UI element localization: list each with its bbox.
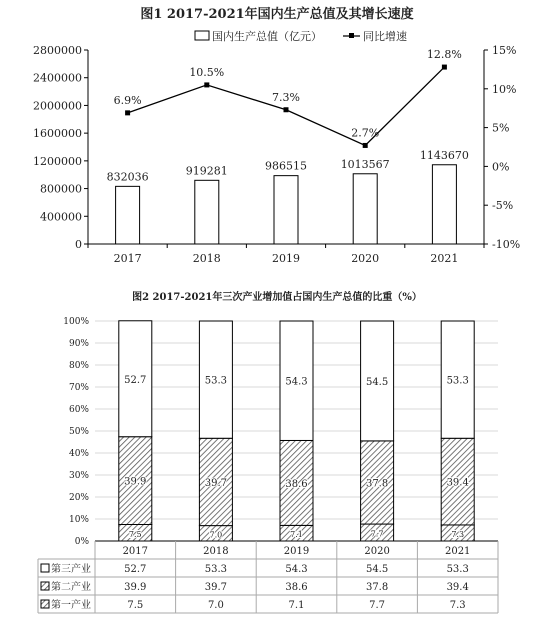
growth-point [363,143,368,148]
table-cell: 7.7 [369,600,386,611]
legend-gdp-label: 国内生产总值（亿元） [212,30,322,43]
industry-segment-label: 7.5 [128,529,142,539]
legend-line-marker [349,33,354,38]
gdp-y-tick-label: 800000 [40,182,82,196]
table-cell: 38.6 [285,582,308,593]
gdp-bar [116,186,140,244]
gdp-y2-tick-label: 5% [492,121,510,135]
gdp-x-tick-label: 2021 [430,252,459,265]
gdp-bar [195,180,219,244]
gdp-bars [116,165,457,244]
growth-point-label: 6.9% [113,93,142,107]
industry-segment-label: 7.1 [290,530,303,540]
industry-y-tick-label: 90% [68,339,89,349]
industry-segment-label: 53.3 [446,375,469,387]
gdp-x-tick-label: 2019 [272,252,300,265]
industry-segment-label: 39.7 [204,477,228,489]
gdp-y2-tick-label: 15% [492,44,517,57]
gdp-bar-label: 986515 [265,159,307,173]
industry-share-chart [38,290,498,613]
industry-segment-label: 7.3 [451,529,465,539]
gdp-x-tick-label: 2020 [351,252,380,265]
gdp-y2-tick-label: -10% [492,238,521,251]
gdp-bar-label: 1013567 [340,157,390,171]
gdp-x-tick-label: 2017 [113,252,142,265]
industry-y-tick-label: 10% [68,515,89,525]
industry-segment-label: 52.7 [124,374,147,386]
industry-y-tick-label: 80% [68,361,89,371]
gdp-chart-legend [195,29,407,43]
industry-y-tick-label: 60% [68,405,89,415]
industry-x-tick-label: 2019 [283,546,310,557]
growth-point-label: 10.5% [189,65,225,79]
gdp-y-tick-label: 1200000 [33,154,82,168]
table-cell: 7.3 [449,600,466,611]
table-cell: 39.4 [446,582,469,593]
table-cell: 39.9 [124,582,147,593]
industry-y-tick-label: 20% [68,493,89,503]
gdp-right-axis-ticks [484,44,520,251]
table-cell: 54.5 [365,564,389,575]
growth-line [114,48,462,148]
gdp-bar-label: 919281 [185,164,228,178]
industry-segment-label: 7.0 [209,530,223,540]
gdp-y-tick-label: 2800000 [33,44,82,57]
industry-chart-title: 图2 2017-2021年三次产业增加值占国内生产总值的比重（%） [132,292,422,303]
gdp-y-tick-label: 2000000 [33,99,82,113]
table-cell: 39.7 [204,582,228,593]
growth-point [442,65,447,70]
gdp-bar [353,174,377,244]
growth-point-label: 12.8% [426,48,462,62]
table-cell: 54.3 [285,564,308,575]
growth-point [284,107,289,112]
industry-data-table [38,541,498,613]
growth-point [204,82,209,87]
industry-x-tick-label: 2017 [122,546,149,557]
table-series-label: 第二产业 [51,582,91,593]
industry-segment-label: 39.9 [124,476,147,488]
industry-segment-label: 7.7 [370,529,384,539]
table-cell: 53.3 [204,564,228,575]
table-legend-swatch [41,564,49,572]
gdp-x-axis-ticks [88,244,484,265]
gdp-y-tick-label: 400000 [40,210,82,224]
table-cell: 7.0 [207,600,224,611]
legend-bar-swatch [195,31,209,40]
gdp-bar-label: 832036 [106,170,149,184]
gdp-y2-tick-label: -5% [492,199,514,213]
table-cell: 7.5 [127,600,144,611]
gdp-y2-tick-label: 10% [492,82,517,96]
gdp-x-tick-label: 2018 [192,252,221,265]
industry-segment-label: 54.5 [365,376,389,388]
growth-line-path [128,67,445,145]
gdp-y2-tick-label: 0% [492,160,510,174]
industry-x-tick-label: 2018 [203,546,229,557]
industry-y-tick-label: 30% [68,471,89,481]
gdp-y-tick-label: 2400000 [33,71,82,85]
table-cell: 37.8 [365,582,389,593]
gdp-y-tick-label: 1600000 [33,127,82,141]
industry-y-tick-label: 70% [68,383,89,393]
industry-segment-label: 38.6 [285,478,308,490]
industry-y-tick-label: 100% [63,317,89,327]
gdp-bar [432,165,456,244]
industry-segment-label: 54.3 [285,376,308,388]
table-series-label: 第三产业 [51,564,91,575]
industry-y-tick-label: 0% [74,537,89,547]
table-series-label: 第一产业 [51,600,91,611]
industry-y-tick-label: 40% [68,449,89,459]
table-cell: 7.1 [288,600,305,611]
industry-x-tick-label: 2020 [364,546,390,557]
growth-point [125,110,130,115]
gdp-chart [33,6,520,265]
industry-y-tick-label: 50% [68,427,89,437]
gdp-y-tick-label: 0 [75,238,82,251]
table-cell: 53.3 [446,564,469,575]
growth-point-label: 2.7% [351,126,380,140]
industry-x-tick-label: 2021 [444,546,471,557]
growth-point-label: 7.3% [272,90,300,104]
industry-segment-label: 39.4 [446,477,469,489]
legend-growth-label: 同比增速 [363,30,407,43]
gdp-bar-label: 1143670 [419,148,469,162]
gdp-chart-title: 图1 2017-2021年国内生产总值及其增长速度 [140,7,414,22]
industry-y-axis-ticks [63,317,89,547]
gdp-bar [274,176,298,244]
table-legend-swatch [41,582,49,590]
table-cell: 52.7 [124,564,147,575]
gdp-left-axis-ticks [33,44,88,251]
industry-segment-label: 53.3 [204,375,228,387]
industry-segment-label: 37.8 [365,478,389,490]
table-legend-swatch [41,600,49,608]
